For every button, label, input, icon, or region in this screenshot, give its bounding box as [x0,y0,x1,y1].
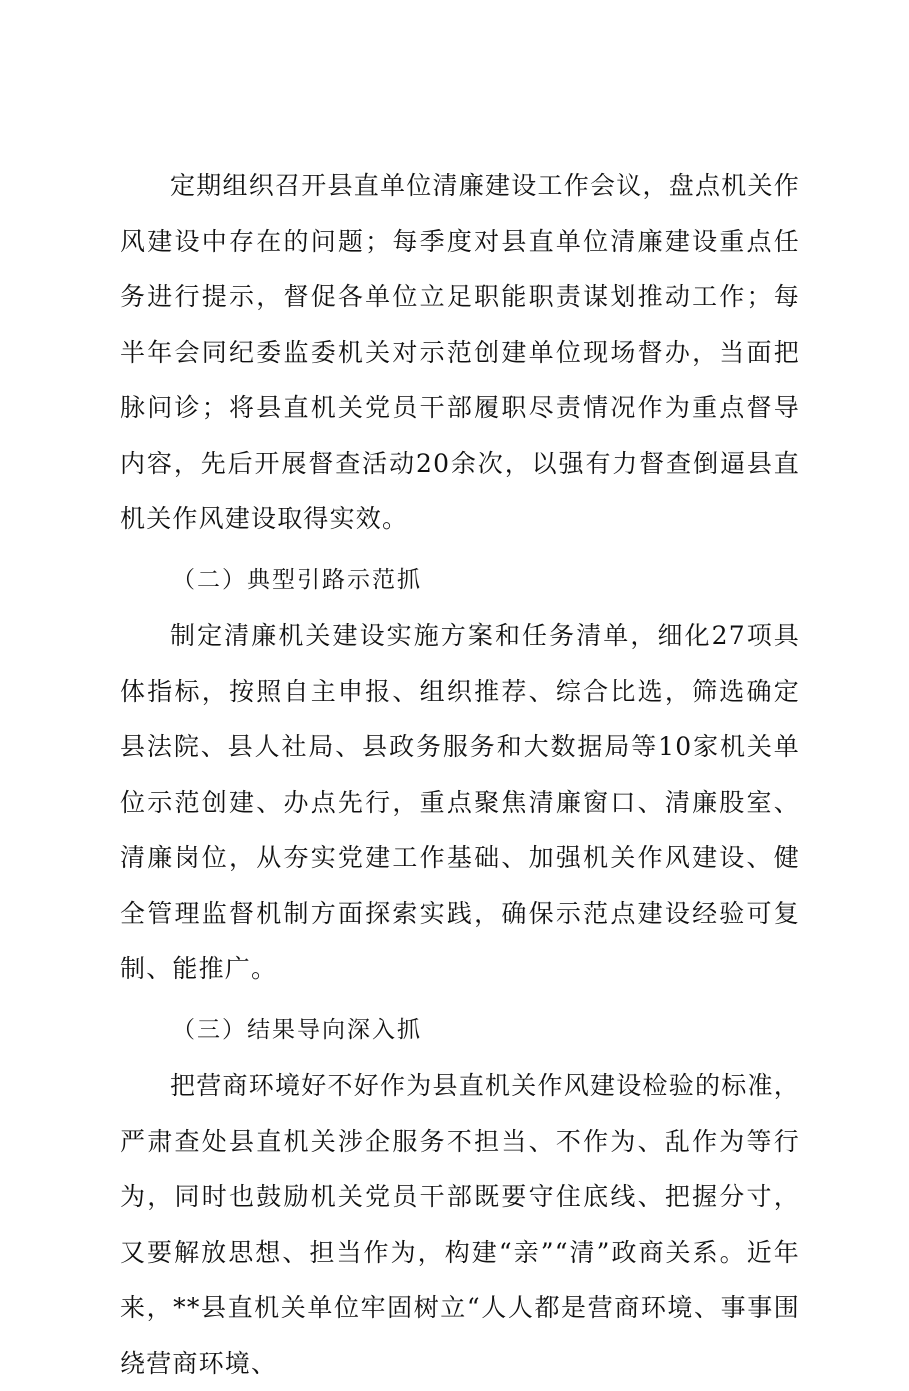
paragraph-supervision: 定期组织召开县直单位清廉建设工作会议，盘点机关作风建设中存在的问题；每季度对县直单位清廉建设重点任务进行提示，督促各单位立足职能职责谋划推动工作；每半年会同纪委监委机关对示范创建单位现场督办，当面把脉问诊；将县直机关党员干部履职尽责情况作为重点督导内容，先后开展督查活动20余次，以强有力督查倒逼县直机关作风建设取得实效。 [120,171,800,533]
section-heading-2: （二）典型引路示范抓 [172,566,422,593]
paragraph-demonstration: 制定清廉机关建设实施方案和任务清单，细化27项具体指标，按照自主申报、组织推荐、综合比选，筛选确定县法院、县人社局、县政务服务和大数据局等10家机关单位示范创建、办点先行，重点聚焦清廉窗口、清廉股室、清廉岗位，从夯实党建工作基础、加强机关作风建设、健全管理监督机制方面探索实践，确保示范点建设经验可复制、能推广。 [120,621,800,983]
paragraph-business-environment: 把营商环境好不好作为县直机关作风建设检验的标准，严肃查处县直机关涉企服务不担当、不作为、乱作为等行为，同时也鼓励机关党员干部既要守住底线、把握分寸，又要解放思想、担当作为，构建“亲”“清”政商关系。近年来，**县直机关单位牢固树立“人人都是营商环境、事事围绕营商环境、 [120,1071,800,1378]
document-page [120,158,800,1391]
section-heading-3: （三）结果导向深入抓 [172,1016,422,1043]
